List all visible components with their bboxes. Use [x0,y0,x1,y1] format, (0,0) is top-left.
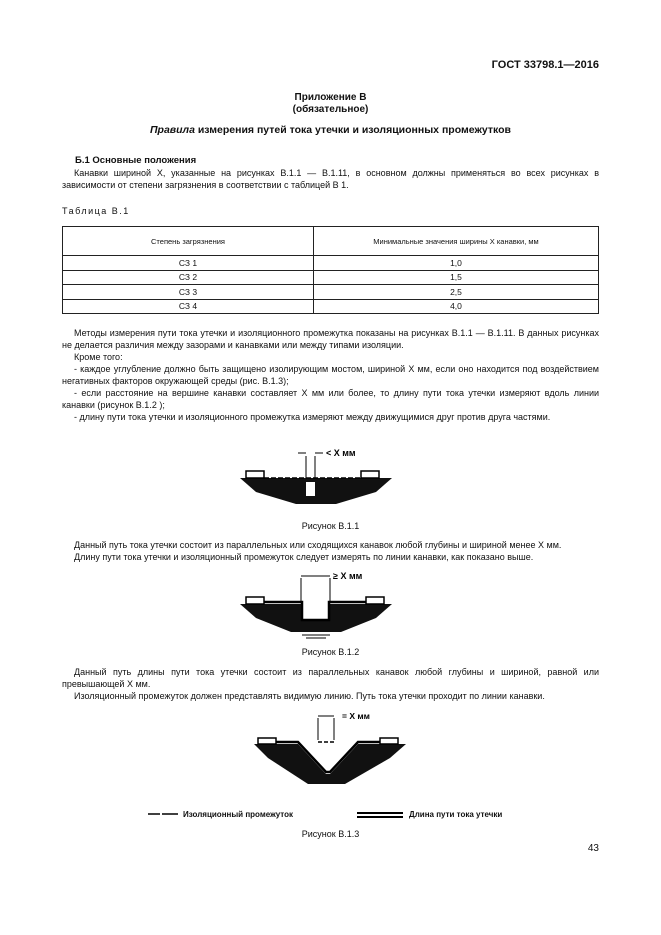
table-header-cell: Минимальные значения ширины X канавки, мм [314,227,599,256]
appendix-title: Приложение В [294,92,367,103]
table-cell: 2,5 [314,285,599,300]
table-row [63,299,599,314]
body-paragraph-1-text: Методы измерения пути тока утечки и изоляционного промежутка показаны на рисунках В.1.1 — В.1.11. В данных рисунках не делается различия между зазорами и канавками или между типами изоляции. [62,328,599,350]
conductor-left [246,597,264,604]
bullet-2 [62,387,599,411]
conductor-right [380,738,398,744]
dimension-label: = X мм [342,711,370,721]
bullet-1-text: - каждое углубление должно быть защищено изолирующим мостом, шириной X мм, если оно находится под воздействием негативных факторов окружающей среды (рис. В.1.3); [62,364,599,386]
figure-b13-caption: Рисунок В.1.3 [301,829,360,839]
groove [302,604,329,620]
figure-b12-text-1 [62,666,599,690]
table-cell: СЗ 4 [63,299,314,314]
section-heading: Б.1 Основные положения [75,155,197,166]
groove [306,482,315,496]
appendix-heading-italic: Правила [150,124,195,136]
legend-creepage-label: Длина пути тока утечки [409,810,503,819]
section-intro-text: Канавки шириной X, указанные на рисунках В.1.1 — В.1.11, в основном должны применяться во всех рисунках в зависимости от степени загрязнения в соответствии с таблицей В 1. [62,168,599,190]
figure-b11-caption: Рисунок В.1.1 [301,521,360,531]
table-header-row [63,227,599,256]
dimension-label: ≥ X мм [333,571,363,581]
appendix-heading [0,124,661,136]
conductor-right [361,471,379,478]
page-number: 43 [587,843,599,854]
body-paragraph-2 [62,351,599,363]
dimension-label: < X мм [326,448,356,458]
table-cell: 4,0 [314,299,599,314]
table-row [63,256,599,271]
legend-creepage-line [357,810,403,820]
figure-b11-text-1 [62,539,599,551]
pollution-table [62,226,599,314]
table-cell: 1,0 [314,256,599,271]
legend-clearance-line [148,810,188,818]
table-cell: СЗ 3 [63,285,314,300]
bullet-2-text: - если расстояние на вершине канавки составляет X мм или более, то длину пути тока утечки измеряют вдоль линии канавки (рисунок В.1.2 ); [62,388,599,410]
body-paragraph-2-text: Кроме того: [74,352,123,362]
appendix-status: (обязательное) [292,104,369,115]
figure-b12-diagram [236,568,396,643]
figure-b11-text-2-content: Длину пути тока утечки и изоляционный промежуток следует измерять по линии канавки, как показано выше. [74,552,534,562]
appendix-heading-rest: измерения путей тока утечки и изоляционных промежутков [194,124,511,136]
figure-b12-caption: Рисунок В.1.2 [301,647,360,657]
bullet-1 [62,363,599,387]
figure-b11-diagram [236,442,396,517]
legend-clearance-label: Изоляционный промежуток [183,810,294,819]
conductor-left [246,471,264,478]
bullet-3 [62,411,599,423]
figure-b12-text-2 [62,690,599,702]
table-header-cell: Степень загрязнения [63,227,314,256]
table-cell: 1,5 [314,270,599,285]
table-row [63,270,599,285]
body-paragraph-1 [62,327,599,351]
conductor-left [258,738,276,744]
figure-b12-text-1-content: Данный путь длины пути тока утечки состоит из параллельных канавок любой глубины и шириной, равной или превышающей X мм. [62,667,599,689]
section-intro [62,167,599,191]
bullet-3-text: - длину пути тока утечки и изоляционного промежутка измеряют между движущимися друг против друга частями. [74,412,551,422]
figure-b13-diagram [250,708,410,790]
insulator-body [240,478,392,504]
figure-b11-text-1-content: Данный путь тока утечки состоит из параллельных или сходящихся канавок любой глубины и шириной менее X мм. [74,540,562,550]
table-row [63,285,599,300]
table-cell: СЗ 2 [63,270,314,285]
standard-number: ГОСТ 33798.1—2016 [491,59,599,71]
table-cell: СЗ 1 [63,256,314,271]
figure-b11-text-2 [62,551,599,563]
figure-b12-text-2-content: Изоляционный промежуток должен представлять видимую линию. Путь тока утечки проходит по линии канавки. [74,691,545,701]
table-label: Таблица В.1 [62,206,130,216]
conductor-right [366,597,384,604]
